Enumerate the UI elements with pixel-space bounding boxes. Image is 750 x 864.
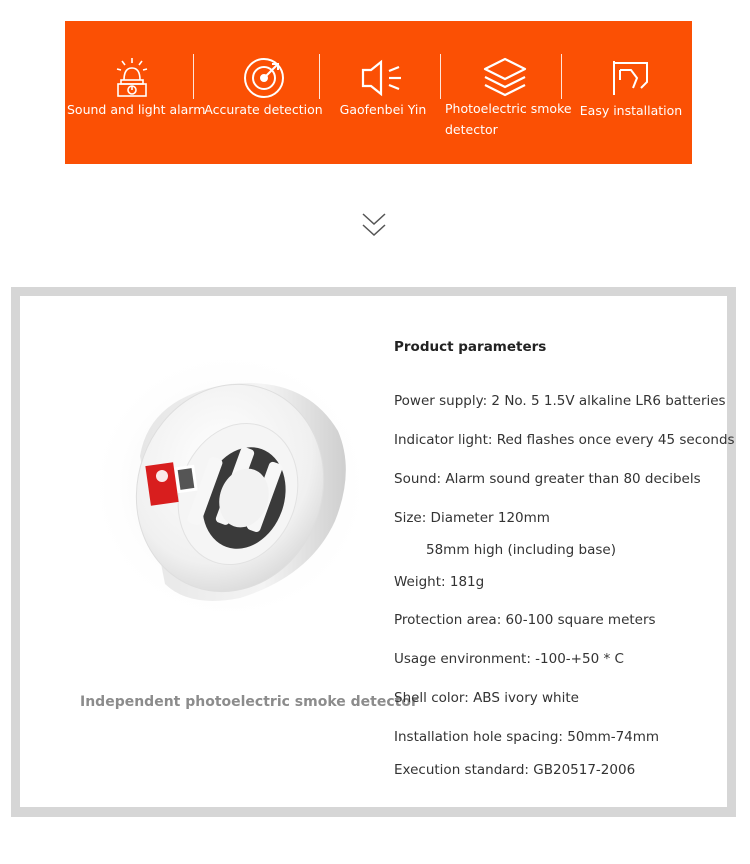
divider [319, 54, 320, 99]
feature-label-line1: Photoelectric smoke [445, 101, 572, 116]
feature-label-line2: detector [445, 122, 498, 137]
param-hole: Installation hole spacing: 50mm-74mm [394, 729, 660, 745]
feature-accurate-detection [203, 21, 324, 164]
product-panel-inner [20, 296, 735, 807]
product-caption: Independent photoelectric smoke detector [80, 694, 418, 710]
speaker-icon [359, 58, 407, 98]
param-area: Protection area: 60-100 square meters [394, 612, 656, 628]
feature-label: Easy installation [579, 103, 683, 118]
param-size: Size: Diameter 120mm [394, 510, 550, 526]
feature-label: Accurate detection [204, 102, 323, 117]
param-power: Power supply: 2 No. 5 1.5V alkaline LR6 batteries [394, 393, 726, 409]
divider [193, 54, 194, 99]
alarm-siren-icon [112, 56, 152, 100]
layers-icon [481, 56, 529, 98]
param-indicator: Indicator light: Red flashes once every 45 seconds [394, 432, 735, 448]
target-icon [242, 56, 286, 100]
feature-banner [65, 21, 692, 164]
param-environment: Usage environment: -100-+50 * C [394, 651, 624, 667]
feature-easy-installation [570, 21, 692, 164]
feature-gaofenbei-yin [328, 21, 438, 164]
param-size-height: 58mm high (including base) [426, 542, 616, 558]
params-title: Product parameters [394, 339, 547, 355]
double-chevron-down-icon [359, 211, 389, 239]
feature-photoelectric [443, 21, 572, 164]
param-shell: Shell color: ABS ivory white [394, 690, 579, 706]
ceiling-mount-icon [609, 58, 653, 98]
divider [561, 54, 562, 99]
param-sound: Sound: Alarm sound greater than 80 decibels [394, 471, 701, 487]
feature-sound-light-alarm [67, 21, 206, 164]
param-standard: Execution standard: GB20517-2006 [394, 762, 636, 778]
feature-label: Gaofenbei Yin [339, 102, 427, 117]
param-weight: Weight: 181g [394, 574, 485, 590]
divider [440, 54, 441, 99]
feature-label: Sound and light alarm [67, 102, 206, 117]
smoke-detector-image [80, 336, 370, 636]
product-panel [11, 287, 736, 817]
